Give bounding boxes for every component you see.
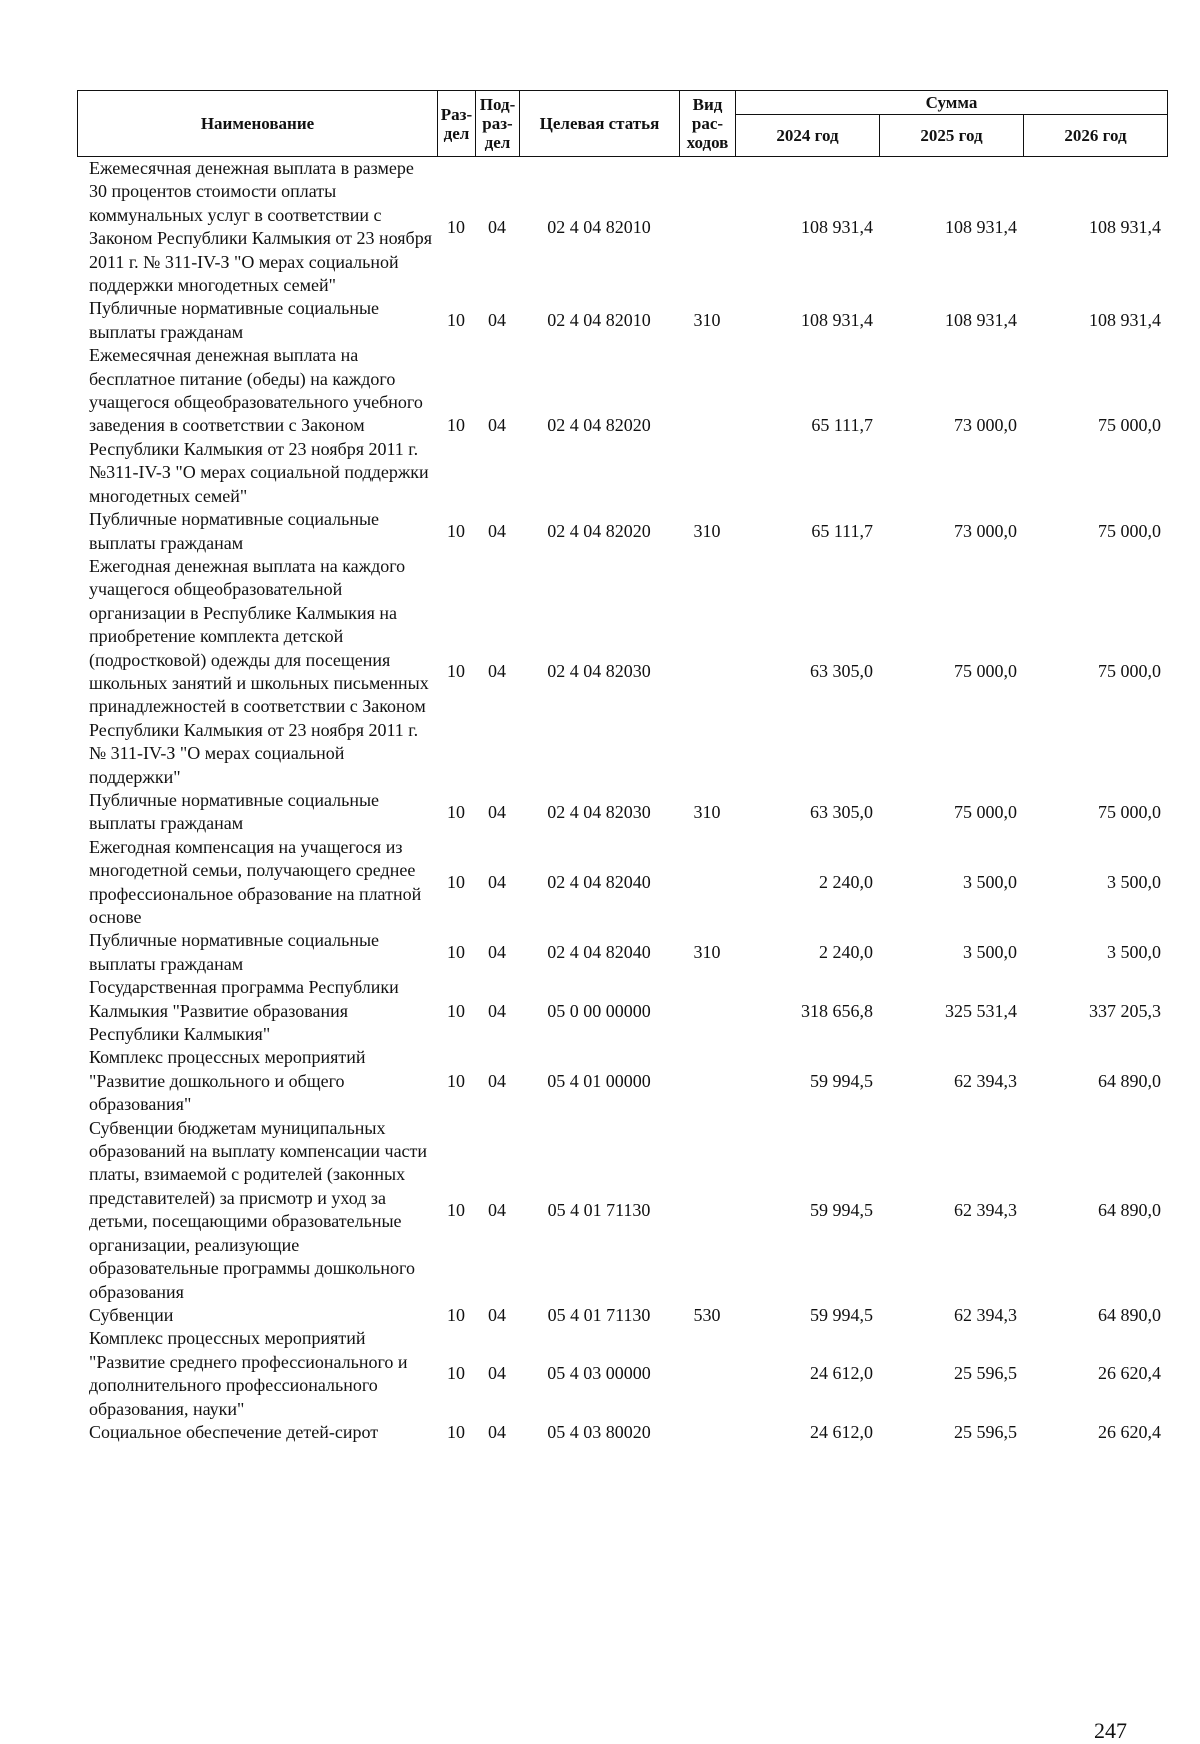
- row-sum-2024: 59 994,5: [810, 1070, 873, 1091]
- row-sum-2024: 65 111,7: [811, 520, 873, 541]
- row-vid: 310: [693, 520, 721, 541]
- row-name: Ежемесячная денежная выплата на бесплатное питание (обеды) на каждого учащегося общеобразовательного учебного заведения в соответствии с Законом Республики Калмыкия от 23 ноября 2011 г. №311-IV-З "О мерах социальной поддержки многодетных семей": [89, 345, 429, 506]
- row-name: Комплекс процессных мероприятий "Развитие дошкольного и общего образования": [89, 1047, 366, 1115]
- row-name: Публичные нормативные социальные выплаты гражданам: [89, 298, 380, 342]
- table-row: [77, 1046, 1167, 1116]
- row-sum-2026: 75 000,0: [1098, 415, 1161, 436]
- row-statya: 05 4 01 71130: [547, 1304, 651, 1325]
- row-razdel: 10: [447, 1304, 465, 1325]
- row-sum-2026: 75 000,0: [1098, 801, 1161, 822]
- row-statya: 05 0 00 00000: [547, 1000, 651, 1021]
- row-razdel: 10: [447, 216, 465, 237]
- row-sum-2025: 25 596,5: [954, 1363, 1017, 1384]
- row-podrazdel: 04: [488, 661, 506, 682]
- row-statya: 05 4 03 80020: [547, 1421, 651, 1442]
- row-name: Социальное обеспечение детей-сирот: [89, 1421, 379, 1442]
- row-name: Публичные нормативные социальные выплаты гражданам: [89, 930, 380, 974]
- row-sum-2026: 337 205,3: [1089, 1000, 1161, 1021]
- row-sum-2026: 75 000,0: [1098, 661, 1161, 682]
- row-statya: 02 4 04 82020: [547, 415, 651, 436]
- table-row: [77, 1421, 1167, 1444]
- header-2025: 2025 год: [880, 115, 1024, 157]
- header-razdel: Раз- дел: [438, 91, 476, 157]
- row-statya: 02 4 04 82010: [547, 216, 651, 237]
- row-sum-2024: 108 931,4: [801, 310, 873, 331]
- row-razdel: 10: [447, 1363, 465, 1384]
- row-vid: [679, 157, 735, 297]
- row-name: Публичные нормативные социальные выплаты гражданам: [89, 509, 380, 553]
- row-sum-2026: 3 500,0: [1107, 942, 1161, 963]
- row-vid: 310: [693, 942, 721, 963]
- row-sum-2025: 75 000,0: [954, 661, 1017, 682]
- row-razdel: 10: [447, 1421, 465, 1442]
- row-razdel: 10: [447, 1199, 465, 1220]
- row-podrazdel: 04: [488, 1363, 506, 1384]
- row-sum-2026: 3 500,0: [1107, 871, 1161, 892]
- row-vid: 530: [693, 1304, 721, 1325]
- row-sum-2025: 62 394,3: [954, 1304, 1017, 1325]
- row-sum-2024: 65 111,7: [811, 415, 873, 436]
- row-name: Субвенции бюджетам муниципальных образований на выплату компенсации части платы, взимаемой с родителей (законных представителей) за присмотр и уход за детьми, посещающими образовательные организации, реализующие образовательные программы дошкольного образования: [89, 1117, 428, 1302]
- row-statya: 02 4 04 82020: [547, 520, 651, 541]
- row-razdel: 10: [447, 801, 465, 822]
- row-sum-2024: 2 240,0: [819, 942, 873, 963]
- row-vid: 310: [693, 801, 721, 822]
- row-sum-2024: 63 305,0: [810, 801, 873, 822]
- table-row: [77, 1117, 1167, 1304]
- row-name: Субвенции: [89, 1304, 174, 1325]
- row-podrazdel: 04: [488, 216, 506, 237]
- page-number: 247: [1094, 1718, 1127, 1743]
- header-2024: 2024 год: [736, 115, 880, 157]
- table-row: [77, 976, 1167, 1046]
- row-sum-2024: 24 612,0: [810, 1421, 873, 1442]
- row-name: Комплекс процессных мероприятий "Развитие среднего профессионального и дополнительного профессионального образования, науки": [89, 1328, 408, 1419]
- row-sum-2026: 26 620,4: [1098, 1421, 1161, 1442]
- header-name: Наименование: [78, 91, 438, 157]
- row-sum-2026: 26 620,4: [1098, 1363, 1161, 1384]
- table-row: [77, 344, 1167, 508]
- row-sum-2024: 59 994,5: [810, 1304, 873, 1325]
- row-vid: [679, 836, 735, 930]
- table-row: [77, 157, 1167, 297]
- row-statya: 05 4 01 00000: [547, 1070, 651, 1091]
- row-sum-2026: 75 000,0: [1098, 520, 1161, 541]
- table-row: [77, 836, 1167, 930]
- row-vid: [679, 976, 735, 1046]
- row-statya: 02 4 04 82030: [547, 801, 651, 822]
- row-razdel: 10: [447, 520, 465, 541]
- row-sum-2024: 24 612,0: [810, 1363, 873, 1384]
- row-sum-2024: 318 656,8: [801, 1000, 873, 1021]
- row-sum-2025: 108 931,4: [945, 216, 1017, 237]
- table-row: [77, 1304, 1167, 1327]
- row-statya: 02 4 04 82040: [547, 942, 651, 963]
- row-sum-2026: 64 890,0: [1098, 1199, 1161, 1220]
- row-statya: 05 4 01 71130: [547, 1199, 651, 1220]
- row-name: Государственная программа Республики Калмыкия "Развитие образования Республики Калмыкия": [89, 977, 399, 1045]
- row-podrazdel: 04: [488, 801, 506, 822]
- header-summa: Сумма: [736, 91, 1168, 115]
- row-vid: [679, 1421, 735, 1444]
- row-razdel: 10: [447, 661, 465, 682]
- row-podrazdel: 04: [488, 1199, 506, 1220]
- header-podrazdel: Под- раз- дел: [476, 91, 520, 157]
- row-name: Ежегодная денежная выплата на каждого учащегося общеобразовательной организации в Республике Калмыкия на приобретение комплекта детской (подростковой) одежды для посещения школьных занятий и школьных письменных принадлежностей в соответствии с Законом Республики Калмыкия от 23 ноября 2011 г. № 311-IV-З "О мерах социальной поддержки": [89, 555, 429, 787]
- table-row: [77, 555, 1167, 789]
- document-page: [77, 90, 1167, 1743]
- row-podrazdel: 04: [488, 871, 506, 892]
- row-statya: 02 4 04 82010: [547, 310, 651, 331]
- row-sum-2024: 59 994,5: [810, 1199, 873, 1220]
- row-sum-2025: 73 000,0: [954, 415, 1017, 436]
- row-razdel: 10: [447, 871, 465, 892]
- row-statya: 02 4 04 82030: [547, 661, 651, 682]
- row-razdel: 10: [447, 310, 465, 331]
- row-sum-2024: 2 240,0: [819, 871, 873, 892]
- row-vid: [679, 344, 735, 508]
- row-sum-2024: 108 931,4: [801, 216, 873, 237]
- row-sum-2026: 108 931,4: [1089, 310, 1161, 331]
- table-row: [77, 789, 1167, 836]
- row-podrazdel: 04: [488, 1421, 506, 1442]
- header-vid: Вид рас- ходов: [680, 91, 736, 157]
- row-sum-2025: 108 931,4: [945, 310, 1017, 331]
- row-sum-2024: 63 305,0: [810, 661, 873, 682]
- row-name: Ежегодная компенсация на учащегося из многодетной семьи, получающего среднее профессиональное образование на платной основе: [89, 836, 422, 927]
- row-name: Публичные нормативные социальные выплаты гражданам: [89, 789, 380, 834]
- row-podrazdel: 04: [488, 942, 506, 963]
- row-vid: [679, 555, 735, 789]
- table-row: [77, 1327, 1167, 1421]
- row-podrazdel: 04: [488, 1070, 506, 1091]
- row-sum-2025: 25 596,5: [954, 1421, 1017, 1442]
- row-sum-2025: 62 394,3: [954, 1199, 1017, 1220]
- row-razdel: 10: [447, 942, 465, 963]
- table-row: [77, 297, 1167, 344]
- table-header: [77, 90, 1168, 157]
- row-podrazdel: 04: [488, 415, 506, 436]
- row-sum-2025: 73 000,0: [954, 520, 1017, 541]
- table-row: [77, 929, 1167, 976]
- row-sum-2026: 64 890,0: [1098, 1070, 1161, 1091]
- row-vid: [679, 1117, 735, 1304]
- row-vid: 310: [693, 310, 721, 331]
- row-name: Ежемесячная денежная выплата в размере 30 процентов стоимости оплаты коммунальных услуг в соответствии с Законом Республики Калмыкия от 23 ноября 2011 г. № 311-IV-З "О мерах социальной поддержки многодетных семей": [89, 158, 432, 296]
- header-2026: 2026 год: [1024, 115, 1168, 157]
- row-sum-2025: 3 500,0: [963, 871, 1017, 892]
- row-podrazdel: 04: [488, 1304, 506, 1325]
- row-razdel: 10: [447, 1000, 465, 1021]
- row-razdel: 10: [447, 415, 465, 436]
- row-vid: [679, 1327, 735, 1421]
- row-podrazdel: 04: [488, 310, 506, 331]
- row-podrazdel: 04: [488, 1000, 506, 1021]
- table-rows: [77, 157, 1167, 1444]
- row-sum-2026: 64 890,0: [1098, 1304, 1161, 1325]
- row-razdel: 10: [447, 1070, 465, 1091]
- row-podrazdel: 04: [488, 520, 506, 541]
- table-body: [77, 157, 1167, 1444]
- row-sum-2025: 325 531,4: [945, 1000, 1017, 1021]
- row-sum-2025: 75 000,0: [954, 801, 1017, 822]
- row-sum-2025: 3 500,0: [963, 942, 1017, 963]
- header-statya: Целевая статья: [520, 91, 680, 157]
- row-sum-2026: 108 931,4: [1089, 216, 1161, 237]
- row-statya: 02 4 04 82040: [547, 871, 651, 892]
- row-vid: [679, 1046, 735, 1116]
- row-sum-2025: 62 394,3: [954, 1070, 1017, 1091]
- row-statya: 05 4 03 00000: [547, 1363, 651, 1384]
- table-row: [77, 508, 1167, 555]
